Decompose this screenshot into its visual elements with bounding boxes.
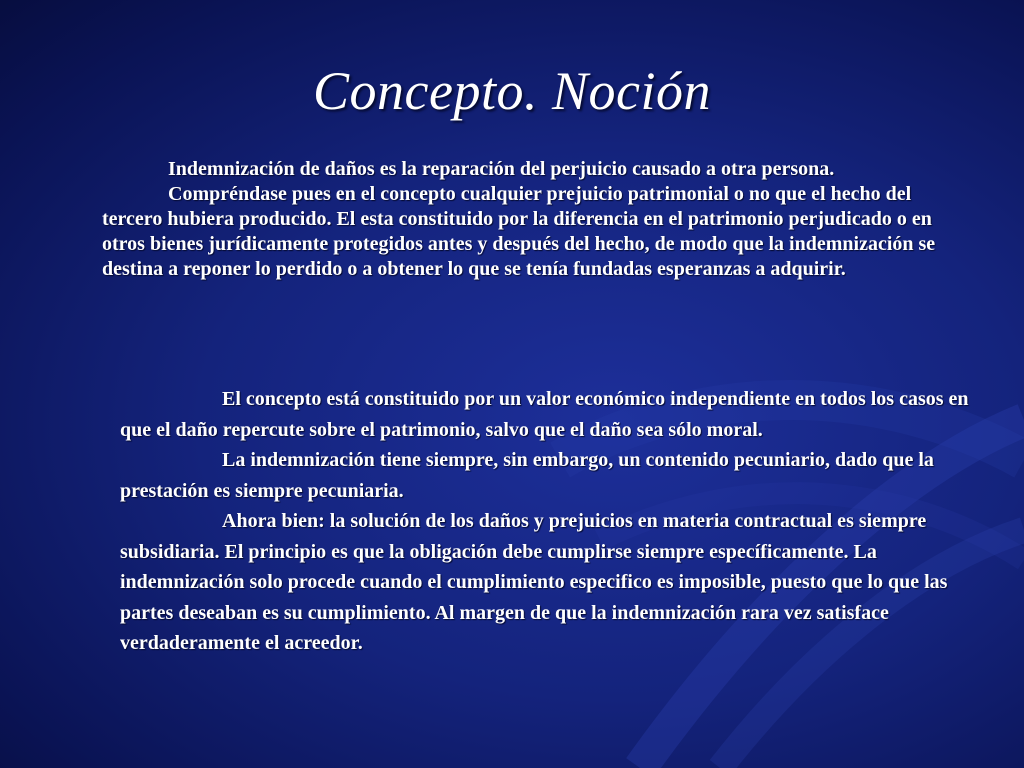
slide-title: Concepto. Noción xyxy=(313,61,711,121)
definition-block xyxy=(102,157,952,282)
paragraph-pecuniary-content: La indemnización tiene siempre, sin embargo, un contenido pecuniario, dado que la prestación es siempre pecuniaria. xyxy=(120,449,934,502)
paragraph-subsidiary-solution: Ahora bien: la solución de los daños y prejuicios en materia contractual es siempre subsidiaria. El principio es que la obligación debe cumplirse siempre específicamente. La indemnización solo procede cuando el cumplimiento especifico es imposible, puesto que lo que las partes deseaban es su cumplimiento. Al margen de que la indemnización rara vez satisface verdaderamente el acreedor. xyxy=(120,510,948,654)
paragraph-economic-value: El concepto está constituido por un valor económico independiente en todos los casos en que el daño repercute sobre el patrimonio, salvo que el daño sea sólo moral. xyxy=(120,388,969,441)
paragraph-definition: Indemnización de daños es la reparación del perjuicio causado a otra persona. xyxy=(168,158,835,180)
details-block xyxy=(120,384,980,659)
paragraph-scope: Compréndase pues en el concepto cualquier prejuicio patrimonial o no que el hecho del tercero hubiera producido. El esta constituido por la diferencia en el patrimonio perjudicado o en otros bienes jurídicamente protegidos antes y después del hecho, de modo que la indemnización se destina a reponer lo perdido o a obtener lo que se tenía fundadas esperanzas a adquirir. xyxy=(102,183,936,280)
